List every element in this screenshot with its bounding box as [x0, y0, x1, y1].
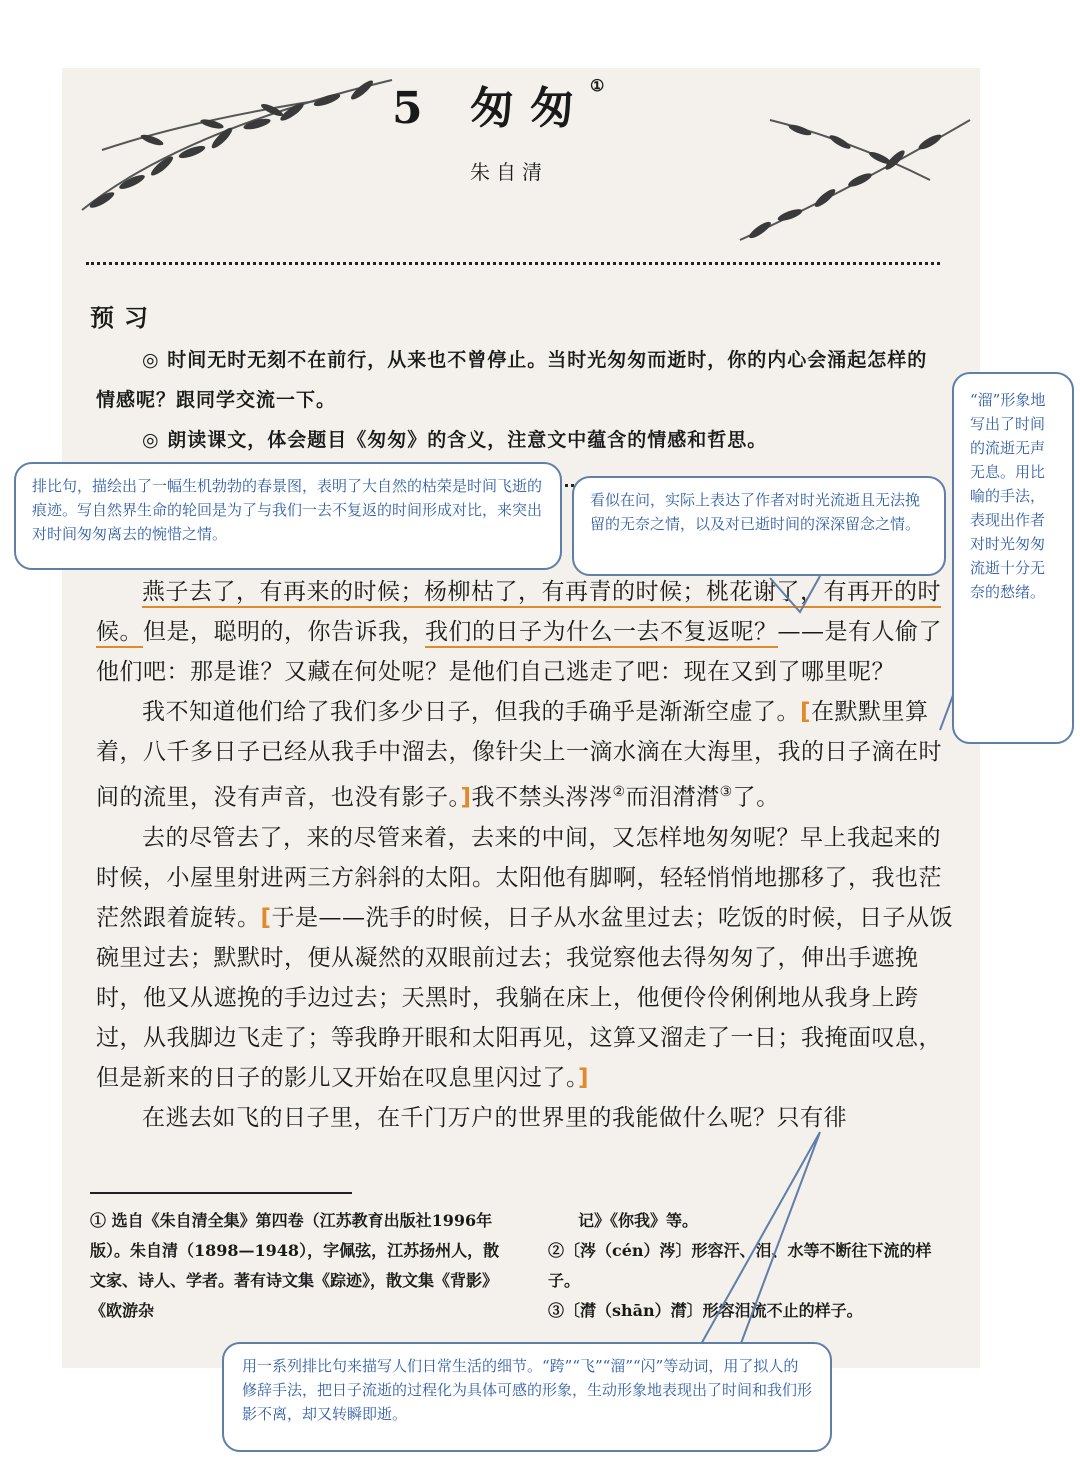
lesson-number: 5	[392, 83, 439, 134]
p2-text-d: 而泪潸潸	[625, 784, 720, 811]
preview-item-1: ◎ 时间无时无刻不在前行，从来也不曾停止。当时光匆匆而逝时，你的内心会涌起怎样的情感呢？跟同学交流一下。	[96, 349, 928, 411]
p1-text-b: 但是，聪明的，你告诉我，	[143, 619, 425, 645]
footnote-1: ① 选自《朱自清全集》第四卷（江苏教育出版社1996年版）。朱自清（1898—1948），字佩弦，江苏扬州人，散文家、诗人、学者。著有诗文集《踪迹》，散文集《背影》《欧游杂	[90, 1211, 500, 1320]
callout-liu: “溜”形象地写出了时间的流逝无声无息。用比喻的手法，表现出作者对时光匆匆流逝十分无奈的愁绪。	[952, 372, 1074, 744]
preview-heading: 预习	[90, 303, 158, 332]
parallel-sentence-1: 燕子去了，有再来的时候；杨柳枯了，有再青的时候；桃花谢了，有再开的时候。	[96, 579, 941, 648]
title-footnote-marker: ①	[589, 76, 605, 95]
footnote-3: ③〔潸（shān）潸〕形容泪流不止的样子。	[548, 1301, 863, 1320]
p1-text-d: ——是有人偷了他们吧：那是谁？又藏在何处呢？是他们自己逃走了吧：现在又到了哪里呢？	[96, 619, 942, 685]
footnote-1-continued: 记》《你我》等。	[578, 1211, 699, 1230]
bracket-close-icon: ]	[578, 1064, 590, 1091]
question-note-pointer	[770, 576, 820, 612]
question-sentence: 我们的日子为什么一去不复返呢？	[425, 619, 778, 648]
callout-question: 看似在问，实际上表达了作者对时光流逝且无法挽留的无奈之情，以及对已逝时间的深深留念之情。	[572, 476, 946, 576]
lesson-title-text: 匆匆	[469, 83, 590, 134]
p3-text-a: 去的尽管去了，来的尽管来着，去来的中间，又怎样地匆匆呢？早上我起来的时候，小屋里射进两三方斜斜的太阳。太阳他有脚啊，轻轻悄悄地挪移了，我也茫茫然跟着旋转。	[96, 824, 942, 931]
p3-bracketed-text: 于是——洗手的时候，日子从水盆里过去；吃饭的时候，日子从饭碗里过去；默默时，便从凝然的双眼前过去；我觉察他去得匆匆了，伸出手遮挽时，他又从遮挽的手边过去；天黑时，我躺在床上，他便伶伶俐俐地从我身上跨过，从我脚边飞走了；等我睁开眼和太阳再见，这算又溜走了一日；我掩面叹息，但是新来的日子的影儿又开始在叹息里闪过了。	[96, 904, 954, 1091]
bracket-open-icon: [	[260, 904, 272, 931]
footnote-marker-2: ②	[612, 784, 626, 800]
footnote-2: ②〔涔（cén）涔〕形容汗、泪、水等不断往下流的样子。	[548, 1241, 932, 1290]
p2-text-a: 我不知道他们给了我们多少日子，但我的手确乎是渐渐空虚了。	[142, 699, 800, 725]
author-name: 朱自清	[470, 160, 548, 184]
p2-text-e: 了。	[732, 784, 780, 811]
p2-bracketed-text: 在默默里算着，八千多日子已经从我手中溜去，像针尖上一滴水滴在大海里，我的日子滴在时间的流里，没有声音，也没有影子。	[96, 699, 942, 811]
p2-text-c: 我不禁头涔涔	[471, 784, 613, 811]
bracket-open-icon: [	[800, 699, 812, 725]
preview-item-2: ◎ 朗读课文，体会题目《匆匆》的含义，注意文中蕴含的情感和哲思。	[142, 429, 768, 451]
p4-text: 在逃去如飞的日子里，在千门万户的世界里的我能做什么呢？只有徘	[142, 1104, 847, 1131]
daily-note-pointer	[700, 1132, 820, 1346]
callout-daily-life: 用一系列排比句来描写人们日常生活的细节。“跨”“飞”“溜”“闪”等动词，用了拟人的修辞手法，把日子流逝的过程化为具体可感的形象，生动形象地表现出了时间和我们形影不离，却又转瞬即逝。	[222, 1342, 832, 1452]
bracket-close-icon: ]	[460, 784, 472, 811]
callout-parallelism: 排比句，描绘出了一幅生机勃勃的春景图，表明了大自然的枯荣是时间飞逝的痕迹。写自然界生命的轮回是为了与我们一去不复返的时间形成对比，来突出对时间匆匆离去的惋惜之情。	[14, 462, 562, 570]
footnote-marker-3: ③	[719, 784, 733, 800]
